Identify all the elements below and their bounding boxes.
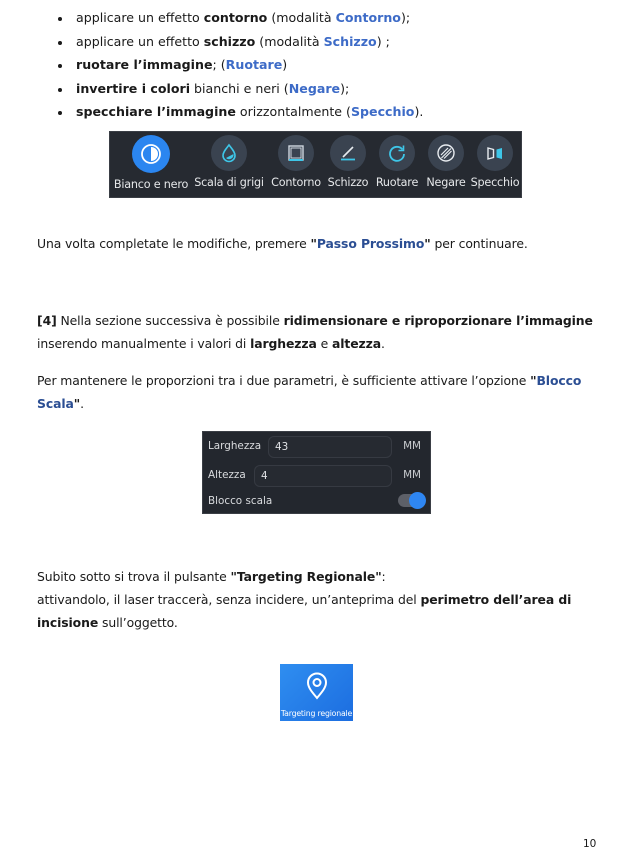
tool-label: Specchio (470, 176, 520, 189)
text: Subito sotto si trova il pulsante (37, 569, 231, 584)
tool-ruotare[interactable] (371, 135, 423, 189)
text: ). (414, 104, 424, 119)
quote: " (73, 396, 81, 411)
bold-text: ridimensionare e riproporzionare l’immagine (283, 313, 593, 328)
paragraph-next-step (37, 236, 528, 251)
image-effects-toolbar (109, 131, 522, 198)
text: ; ( (212, 57, 226, 72)
text: inserendo manualmente i valori di (37, 336, 251, 351)
text: attivandolo, il laser traccerà, senza incidere, un’anteprima del (37, 592, 421, 607)
tool-bianco-e-nero[interactable] (112, 135, 190, 191)
text: orizzontalmente ( (235, 104, 351, 119)
paragraph-targeting-line3 (37, 615, 178, 630)
list-item (56, 77, 423, 101)
option-reference: Scala (37, 396, 74, 411)
height-row (203, 463, 430, 487)
tool-label: Schizzo (327, 176, 369, 189)
page-number: 10 (583, 838, 597, 850)
text: (modalità (255, 33, 324, 49)
mode-name: Negare (288, 80, 341, 96)
text: Una volta completate le modifiche, premere (37, 236, 311, 251)
bold-text: specchiare l’immagine (76, 104, 236, 119)
step-number: [4] (37, 313, 57, 328)
paragraph-resize-line1 (37, 313, 593, 328)
bold-text: contorno (203, 10, 268, 25)
bold-text: altezza (332, 336, 382, 351)
invert-stripes-icon (435, 142, 457, 164)
contrast-icon (140, 143, 162, 165)
tool-button-circle[interactable] (278, 135, 314, 171)
paragraph-lock-line2 (37, 396, 84, 411)
mode-name: Ruotare (225, 57, 283, 72)
text: applicare un effetto (76, 33, 204, 49)
text: ) (282, 57, 288, 72)
width-label: Larghezza (208, 440, 262, 452)
quote: " (530, 373, 537, 388)
tool-button-circle[interactable] (477, 135, 513, 171)
bold-text: larghezza (250, 336, 317, 351)
text: (modalità (267, 10, 336, 25)
mode-name: Schizzo (323, 33, 377, 49)
list-item (56, 100, 423, 124)
list-item (56, 53, 423, 77)
tool-label: Ruotare (375, 176, 419, 189)
tool-button-circle[interactable] (211, 135, 247, 171)
height-input[interactable]: 4 (254, 465, 392, 487)
width-input[interactable]: 43 (268, 436, 392, 458)
text: Per mantenere le proporzioni tra i due parametri, è sufficiente attivare l’opzione (37, 373, 531, 388)
tool-schizzo[interactable] (323, 135, 373, 189)
lock-scale-row (203, 489, 430, 513)
rotate-icon (386, 142, 408, 164)
bold-text: incisione (37, 615, 99, 630)
tool-scala-di-grigi[interactable] (191, 135, 267, 189)
width-row (203, 434, 430, 458)
feature-list (56, 6, 423, 124)
tool-label: Contorno (271, 176, 321, 189)
tool-button-circle[interactable] (132, 135, 170, 173)
droplet-icon (218, 142, 240, 164)
paragraph-targeting-line2 (37, 592, 571, 607)
width-unit: MM (403, 440, 421, 452)
tool-negare[interactable] (421, 135, 471, 189)
tool-button-circle[interactable] (379, 135, 415, 171)
lock-scale-label: Blocco scala (208, 495, 273, 507)
text: applicare un effetto (76, 10, 204, 25)
list-item (56, 6, 423, 30)
tool-contorno[interactable] (266, 135, 326, 189)
bold-text: Targeting Regionale (236, 569, 376, 584)
tool-specchio[interactable] (468, 135, 522, 189)
mode-name: Contorno (335, 10, 401, 25)
text: sull’oggetto. (98, 615, 178, 630)
tool-label: Scala di grigi (194, 176, 264, 189)
tool-button-circle[interactable] (330, 135, 366, 171)
text: : (381, 569, 386, 584)
bold-text: invertire i colori (76, 80, 191, 96)
list-item (56, 30, 423, 54)
text: e (316, 336, 332, 351)
bold-text: ruotare l’immagine (76, 57, 213, 72)
quote: " (424, 236, 431, 251)
paragraph-resize-line2 (37, 336, 385, 351)
quote: " (375, 569, 382, 584)
text: Nella sezione successiva è possibile (56, 313, 284, 328)
paragraph-targeting-line1 (37, 569, 386, 584)
outline-square-icon (285, 142, 307, 164)
paragraph-lock-line1 (37, 373, 581, 388)
text: per continuare. (430, 236, 528, 251)
pencil-icon (337, 142, 359, 164)
text: bianchi e neri ( (190, 80, 289, 96)
bold-text: schizzo (203, 33, 256, 49)
mirror-icon (484, 142, 506, 164)
height-unit: MM (403, 469, 421, 481)
quote: " (230, 569, 237, 584)
tool-label: Negare (426, 176, 466, 189)
location-pin-icon (304, 671, 330, 701)
mode-name: Specchio (350, 104, 415, 119)
option-reference: Blocco (536, 373, 582, 388)
quote: " (310, 236, 317, 251)
targeting-button-label: Targeting regionale (280, 709, 353, 718)
lock-scale-toggle[interactable] (398, 494, 424, 507)
toggle-knob (409, 492, 426, 509)
text: . (80, 396, 84, 411)
text: ); (400, 10, 411, 25)
height-label: Altezza (208, 469, 246, 481)
tool-button-circle[interactable] (428, 135, 464, 171)
targeting-regionale-button[interactable] (280, 664, 353, 721)
text: . (381, 336, 385, 351)
text: ); (340, 80, 350, 96)
text: ) ; (376, 33, 390, 49)
size-settings-panel (202, 431, 431, 514)
button-reference: Passo Prossimo (316, 236, 425, 251)
tool-label: Bianco e nero (113, 178, 189, 191)
bold-text: perimetro dell’area di (420, 592, 572, 607)
